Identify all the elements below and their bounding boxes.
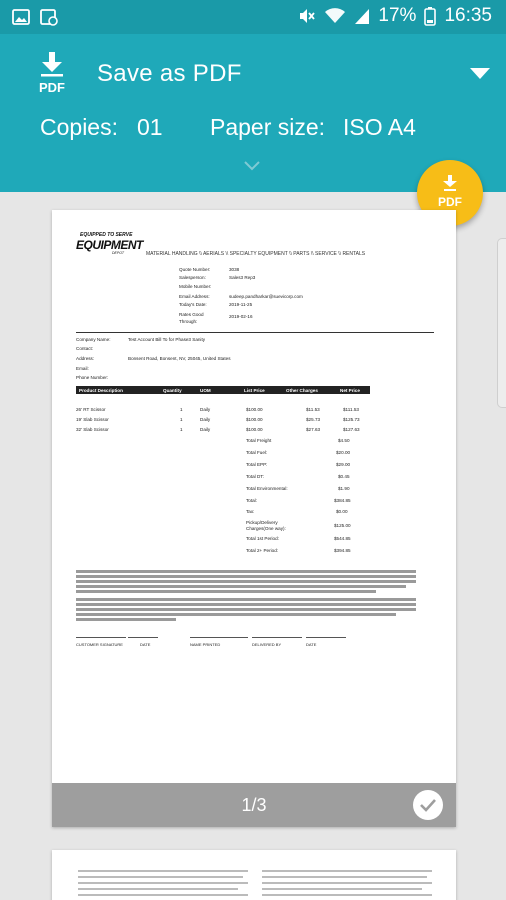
copies-label: Copies:: [40, 114, 118, 140]
total-label: Total 1st Period:: [246, 536, 279, 541]
table-cell: $11.53: [306, 407, 320, 412]
table-cell: 1: [180, 407, 183, 412]
line-items-table-header: [76, 386, 370, 394]
total-value: $0.45: [338, 474, 350, 479]
paper-size-label: Paper size:: [210, 114, 326, 140]
signature-line: [190, 637, 248, 638]
total-value: $384.85: [334, 498, 351, 503]
signature-label: CUSTOMER SIGNATURE: [76, 642, 123, 647]
wifi-icon: [324, 7, 346, 25]
total-value: $29.00: [336, 462, 351, 467]
quote-label: Mobile Number:: [179, 284, 212, 289]
signature-line: [252, 637, 302, 638]
table-cell: 1: [180, 417, 183, 422]
column-header: List Price: [244, 387, 265, 393]
download-icon: [440, 175, 460, 193]
destination-title[interactable]: Save as PDF: [97, 60, 242, 87]
total-label: Total Fuel:: [246, 450, 268, 455]
table-cell: $25.73: [306, 417, 321, 422]
svg-text:PDF: PDF: [39, 80, 65, 95]
quote-value: 3038: [229, 267, 240, 272]
logo-tagline: EQUIPPED TO SERVE: [80, 232, 133, 238]
total-value: $1.90: [338, 486, 350, 491]
total-label: Total:: [246, 498, 257, 503]
table-cell: $125.73: [343, 417, 360, 422]
signature-label: NAME PRINTED: [190, 642, 221, 647]
image-notification-icon: [12, 8, 30, 26]
pdf-download-icon: [32, 50, 72, 96]
customer-label: Email:: [76, 366, 89, 371]
column-header: Product Description: [79, 387, 123, 393]
table-cell: $27.63: [306, 427, 321, 432]
total-value: $394.85: [334, 548, 351, 553]
signal-icon: [354, 7, 370, 25]
battery-percent: 17%: [378, 5, 417, 26]
customer-label: Company Name:: [76, 337, 111, 342]
customer-label: Contact:: [76, 346, 94, 351]
total-label: Total Freight: [246, 438, 272, 443]
quote-label: Email Address:: [179, 294, 210, 299]
table-cell: $111.53: [343, 407, 359, 412]
total-label: Tax:: [246, 509, 255, 514]
table-cell: $127.63: [343, 427, 360, 432]
gallery-sync-notification-icon: [40, 8, 58, 26]
destination-dropdown-icon[interactable]: [470, 68, 490, 79]
customer-label: Phone Number:: [76, 375, 109, 380]
column-header: Other Charges: [286, 387, 318, 393]
table-cell: 19' Slab Scissor: [76, 417, 109, 422]
total-value: $20.00: [336, 450, 351, 455]
table-cell: Daily: [200, 417, 211, 422]
total-value: $125.00: [334, 523, 351, 528]
signature-line: [128, 637, 158, 638]
customer-label: Address:: [76, 356, 95, 361]
page-number: 1/3: [241, 795, 267, 815]
logo-wordmark: EQUIPMENT: [76, 238, 143, 252]
table-cell: $100.00: [246, 417, 263, 422]
check-icon: [419, 797, 437, 813]
quote-label: Salesperson:: [179, 275, 206, 280]
page-preview-2[interactable]: [52, 850, 456, 900]
quote-value: sudeep.pandharkar@suevicorp.com: [229, 294, 303, 299]
quote-label: Quote Number:: [179, 267, 211, 272]
divider: [76, 332, 434, 333]
table-cell: $100.00: [246, 427, 263, 432]
table-cell: 32' Slab Scissor: [76, 427, 109, 432]
column-header: Quantity: [163, 387, 182, 393]
paper-size-value[interactable]: ISO A4: [343, 114, 416, 140]
column-header: UOM: [200, 387, 211, 393]
mute-icon: [296, 6, 316, 26]
signature-label: DELIVERED BY: [252, 642, 282, 647]
preview-scrollbar[interactable]: [497, 238, 506, 408]
page-footer-bar: [52, 783, 456, 827]
total-label: Total EPP:: [246, 462, 268, 467]
signature-label: DATE: [140, 642, 151, 647]
quote-value: Sales3 Rep3: [229, 275, 256, 280]
customer-value: Test Account Bill To for Phase3 Sanity: [128, 337, 206, 342]
total-value: $4.50: [338, 438, 350, 443]
quote-value: 2019-11-25: [229, 302, 253, 307]
table-cell: Daily: [200, 407, 211, 412]
doc-service-tagline: MATERIAL HANDLING \\ AERIALS \\ SPECIALTY EQUIPMENT \\ PARTS \\ SERVICE \\ RENTALS: [146, 251, 366, 257]
signature-line: [306, 637, 346, 638]
quote-label: Rates Good Through:: [179, 312, 204, 324]
column-header: Net Price: [340, 387, 360, 393]
quote-label: Today's Date:: [179, 302, 207, 307]
page-select-checkbox[interactable]: [413, 790, 443, 820]
total-value: $0.00: [336, 509, 348, 514]
signature-label: DATE: [306, 642, 317, 647]
table-cell: $100.00: [246, 407, 263, 412]
status-bar: [0, 0, 506, 34]
page-preview-1[interactable]: [52, 210, 456, 827]
table-cell: 26' RT Scissor: [76, 407, 106, 412]
quote-value: 2019-02-16: [229, 314, 253, 319]
customer-value: Bonsent Road, Bonsent, NV, 25045, United States: [128, 356, 231, 361]
total-label: Total 2+ Period:: [246, 548, 279, 553]
expand-options-chevron-icon[interactable]: [243, 160, 261, 172]
total-label: Total Environmental:: [246, 486, 288, 491]
table-cell: Daily: [200, 427, 211, 432]
battery-icon: [424, 6, 436, 26]
signature-line: [76, 637, 126, 638]
total-label: Total DT:: [246, 474, 264, 479]
table-cell: 1: [180, 427, 183, 432]
logo-sub: DEPOT: [112, 251, 125, 255]
fab-label: PDF: [438, 195, 462, 209]
clock: 16:35: [444, 5, 492, 26]
total-label: Pickup/Delivery Charges(One way):: [246, 520, 286, 531]
total-value: $544.85: [334, 536, 351, 541]
copies-value[interactable]: 01: [137, 114, 163, 140]
